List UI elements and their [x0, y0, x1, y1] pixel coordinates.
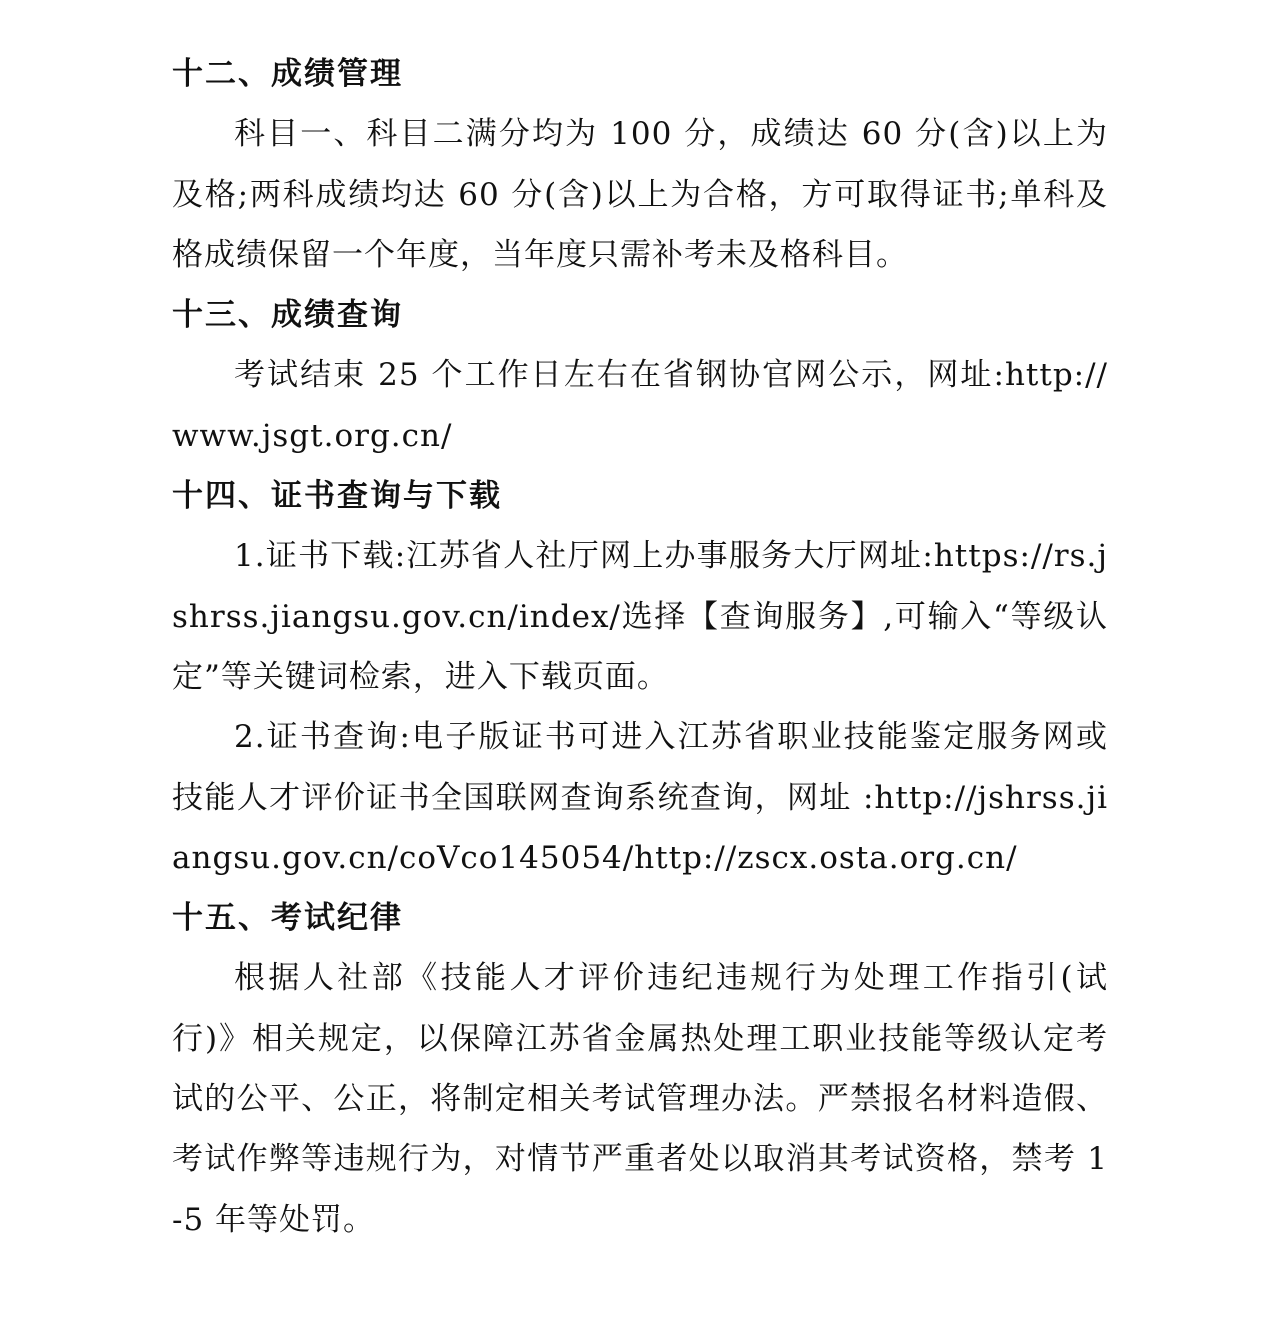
- section-heading: 十四、证书查询与下载: [172, 478, 502, 515]
- section-paragraph: 1.证书下载:江苏省人社厅网上办事服务大厅网址:https://rs.jshrss.jiangsu.gov.cn/index/选择【查询服务】,可输入“等级认定”等关键词检索，进入下载页面。: [172, 538, 1108, 695]
- document-page: [172, 44, 1108, 1250]
- section-heading: 十二、成绩管理: [172, 56, 403, 92]
- section-paragraph: 根据人社部《技能人才评价违纪违规行为处理工作指引(试行)》相关规定，以保障江苏省金属热处理工职业技能等级认定考试的公平、公正，将制定相关考试管理办法。严禁报名材料造假、考试作弊等违规行为，对情节严重者处以取消其考试资格，禁考 1-5 年等处罚。: [172, 960, 1108, 1238]
- section-score-query: [172, 285, 1108, 466]
- section-certificate-query-download: [172, 466, 1108, 888]
- section-paragraph: 2.证书查询:电子版证书可进入江苏省职业技能鉴定服务网或技能人才评价证书全国联网查询系统查询，网址 :http://jshrss.jiangsu.gov.cn/coVco145054/http://zscx.osta.org.cn/: [172, 719, 1108, 876]
- section-heading: 十三、成绩查询: [172, 297, 403, 334]
- section-paragraph: 科目一、科目二满分均为 100 分，成绩达 60 分(含)以上为及格;两科成绩均达 60 分(含)以上为合格，方可取得证书;单科及格成绩保留一个年度，当年度只需补考未及格科目。: [172, 116, 1108, 273]
- section-paragraph: 考试结束 25 个工作日左右在省钢协官网公示，网址:http://www.jsgt.org.cn/: [172, 357, 1108, 454]
- section-heading: 十五、考试纪律: [172, 900, 403, 937]
- section-exam-discipline: [172, 888, 1108, 1250]
- section-score-management: [172, 44, 1108, 285]
